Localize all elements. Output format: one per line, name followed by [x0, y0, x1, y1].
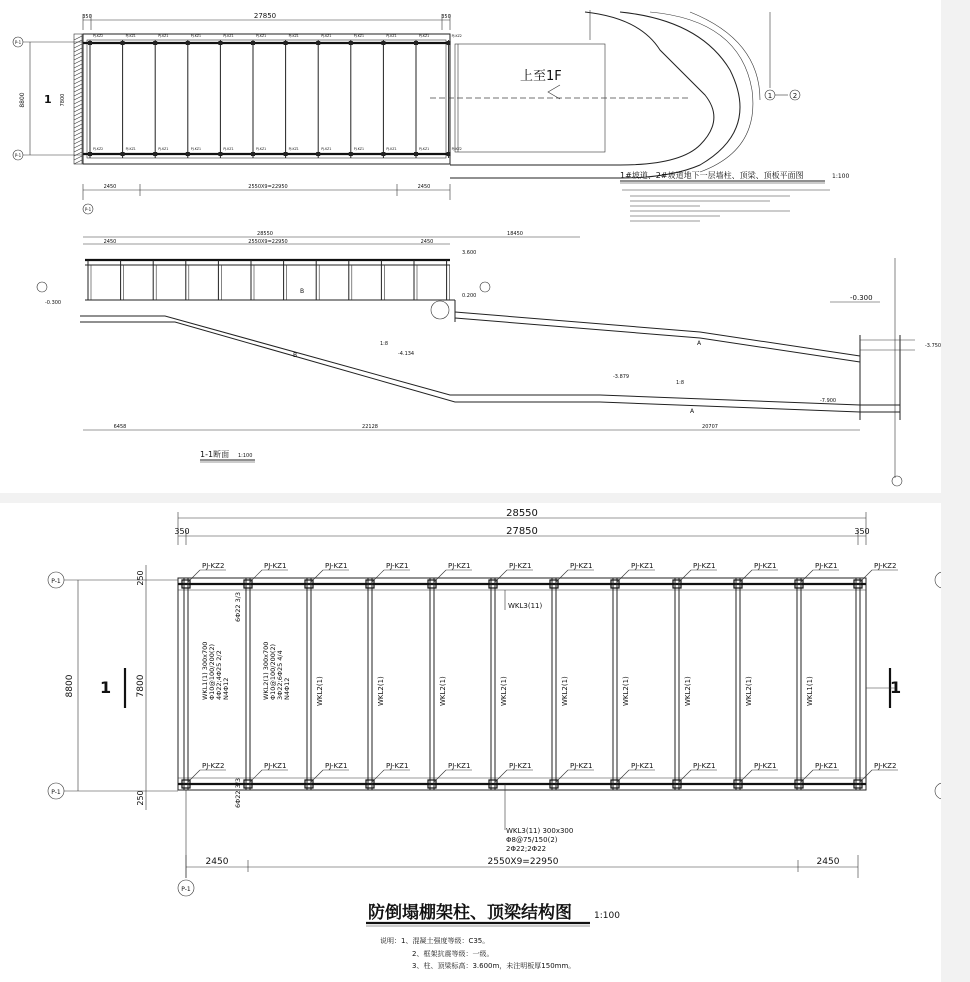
top-plan-label-top: PJ-KZ1: [321, 34, 332, 38]
top-plan-dim-bottom-mid: 2550X9=22950: [248, 184, 288, 190]
top-plan-label-top: PJ-KZ1: [386, 34, 397, 38]
plan-top-column-label: PJ-KZ1: [631, 562, 654, 570]
top-plan-dim-end-right: 350: [441, 14, 451, 20]
section-elev-7: -4.134: [398, 351, 415, 357]
plan-bottom-column-label: PJ-KZ1: [448, 762, 471, 770]
plan-top-rebar: 6Φ22 3/3: [234, 591, 242, 622]
plan-scale: 1:100: [594, 911, 620, 921]
section-slope-1: 1:8: [380, 341, 389, 347]
note-1: 说明：1、混凝土强度等级：C35。: [380, 937, 490, 945]
note-3: 3、柱、顶梁标高：3.600m，未注明板厚150mm。: [412, 962, 576, 970]
plan-top-column-label: PJ-KZ2: [874, 562, 897, 570]
plan-beam-label: WKL2(1): [316, 676, 324, 706]
top-plan-label-top: PJ-KZ2: [451, 34, 462, 38]
plan-wkl3-a: WKL3(11) 300x300: [506, 827, 574, 835]
bottom-drawing-panel: [0, 503, 941, 982]
plan-top-column-label: PJ-KZ1: [815, 562, 838, 570]
section-scale: 1:100: [238, 453, 253, 459]
plan-beam-label: WKL2(1): [439, 676, 447, 706]
top-plan-label-bottom: PJ-KZ1: [256, 147, 267, 151]
top-plan-axis-ref-2: 2: [792, 92, 798, 100]
section-elev-5: -7.900: [820, 398, 837, 404]
left-wall-hatch: [74, 36, 82, 164]
top-plan-dim-bottom-left: 2450: [103, 184, 117, 190]
top-plan-dim-height-inner: 7800: [60, 93, 66, 107]
beam-detail-2: [262, 642, 291, 700]
section-elev-6: -3.750: [925, 343, 941, 349]
top-plan-dim-height: 8800: [19, 92, 26, 108]
plan-dim-edge-a: 250: [136, 570, 145, 586]
plan-bottom-column-label: PJ-KZ1: [570, 762, 593, 770]
top-plan-section-mark: 1: [44, 93, 52, 106]
top-plan-label-bottom: PJ-KZ1: [419, 147, 430, 151]
plan-wkl3-top: WKL3(11): [508, 602, 543, 610]
plan-bottom-column-label: PJ-KZ1: [386, 762, 409, 770]
plan-top-column-label: PJ-KZ2: [202, 562, 225, 570]
plan-dim-edge-b: 250: [136, 790, 145, 806]
plan-top-column-labels: [188, 562, 898, 582]
plan-top-column-label: PJ-KZ1: [570, 562, 593, 570]
top-plan-label-top: PJ-KZ1: [419, 34, 430, 38]
plan-beam-label: WKL2(1): [377, 676, 385, 706]
beam-detail-1a: WKL1(1) 300x700: [201, 641, 209, 700]
plan-grid-bubble-bottom: P-1: [51, 789, 61, 796]
top-plan-grid-bubble-2: P-1: [14, 153, 22, 158]
top-plan-column-labels: [93, 34, 462, 151]
section-slope-2: 1:8: [676, 380, 685, 386]
section-mark-a2: A: [690, 408, 695, 415]
section-dim-inner: 2550X9=22950: [248, 239, 288, 245]
top-drawing-svg: [0, 0, 941, 493]
plan-grid-bubble-top: P-1: [51, 578, 61, 585]
beam-detail-2d: N4Φ12: [283, 677, 291, 700]
plan-section-mark-left: 1: [100, 678, 112, 697]
section-dim-bottom-2: 22128: [362, 424, 378, 430]
top-plan-grid-bubble-3: P-1: [84, 207, 92, 212]
top-plan-label-bottom: PJ-KZ1: [321, 147, 332, 151]
section-mark-a1: A: [697, 340, 702, 347]
top-plan-label-top: PJ-KZ1: [125, 34, 136, 38]
plan-bottom-column-label: PJ-KZ1: [264, 762, 287, 770]
plan-top-column-label: PJ-KZ1: [325, 562, 348, 570]
section-elev-1: 3.600: [462, 250, 477, 256]
section-dim-bottom-3: 20707: [702, 424, 718, 430]
top-plan-title: 1#坡道、2#坡道地下一层墙柱、顶梁、顶板平面图: [620, 171, 804, 180]
top-plan-label-top: PJ-KZ1: [190, 34, 202, 38]
top-plan-label-bottom: PJ-KZ2: [451, 147, 462, 151]
plan-grid-bubble-p1: P-1: [181, 886, 191, 893]
plan-wkl3-b: Φ8@75/150(2): [506, 836, 558, 844]
beam-detail-2b: Φ10@100/200(2): [269, 643, 277, 700]
section-dim-bottom-1: 6458: [113, 424, 127, 430]
plan-top-column-label: PJ-KZ1: [754, 562, 777, 570]
plan-bottom-column-label: PJ-KZ1: [815, 762, 838, 770]
section-elev-2: -0.300: [45, 300, 62, 306]
top-plan-axis-ref-1: 1: [767, 92, 773, 100]
plan-dim-bottom-left: 2450: [205, 857, 229, 867]
top-plan-label-bottom: PJ-KZ1: [125, 147, 136, 151]
beam-detail-1c: 4Φ22;4Φ25 2/2: [215, 650, 223, 700]
beam-detail-1b: Φ10@100/200(2): [208, 643, 216, 700]
plan-bottom-column-labels: [188, 762, 898, 782]
top-plan-label-bottom: PJ-KZ1: [353, 147, 365, 151]
plan-bottom-column-label: PJ-KZ1: [754, 762, 777, 770]
top-plan-label-bottom: PJ-KZ1: [158, 147, 169, 151]
beam-detail-2c: 3Φ22;6Φ25 4/4: [276, 650, 284, 700]
section-canopy-posts: [88, 260, 450, 300]
top-plan-label-top: PJ-KZ1: [353, 34, 365, 38]
top-plan-label-top: PJ-KZ2: [93, 34, 104, 38]
plan-bottom-column-label: PJ-KZ2: [874, 762, 897, 770]
plan-beam-label: WKL1(1): [806, 676, 814, 706]
plan-bottom-column-label: PJ-KZ2: [202, 762, 225, 770]
section-dim-overall: 28550: [257, 231, 273, 237]
plan-beam-label: WKL2(1): [684, 676, 692, 706]
plan-top-column-label: PJ-KZ1: [264, 562, 287, 570]
plan-title: 防倒塌棚架柱、顶梁结构图: [368, 903, 572, 923]
plan-top-column-label: PJ-KZ1: [386, 562, 409, 570]
top-plan-dim-end-left: 350: [82, 14, 92, 20]
top-plan-dim-bottom-right: 2450: [417, 184, 431, 190]
beam-detail-1: [201, 642, 230, 700]
plan-bottom-column-label: PJ-KZ1: [509, 762, 532, 770]
top-plan-label-bottom: PJ-KZ1: [288, 147, 299, 151]
section-dim-right: 2450: [420, 239, 434, 245]
plan-dim-height: 8800: [65, 674, 75, 698]
top-plan-grid-bubble-1: P-1: [14, 40, 22, 45]
plan-bottom-rebar: 6Φ22 3/3: [234, 777, 242, 808]
top-plan-notes-block: [622, 190, 830, 221]
bottom-drawing-svg: [0, 503, 941, 982]
section-1-1: [37, 231, 941, 486]
note-2: 2、框架抗震等级：一级。: [412, 950, 494, 958]
top-plan-dim-total: 27850: [253, 12, 277, 20]
top-plan-label-top: PJ-KZ1: [223, 34, 234, 38]
plan-bottom-column-label: PJ-KZ1: [325, 762, 348, 770]
plan-dim-end-right: 350: [854, 527, 870, 536]
top-plan-label-bottom: PJ-KZ2: [93, 147, 104, 151]
plan-dim-bottom-right: 2450: [816, 857, 840, 867]
plan-dim-bottom-mid: 2550X9=22950: [487, 857, 559, 867]
section-dim-left: 2450: [103, 239, 117, 245]
section-elev-3: 0.200: [462, 293, 477, 299]
plan-top-column-label: PJ-KZ1: [693, 562, 716, 570]
plan-dim-height-inner: 7800: [136, 674, 146, 698]
plan-wkl3-c: 2Φ22;2Φ22: [506, 845, 547, 853]
section-elev-8: -3.879: [613, 374, 630, 380]
beam-detail-2a: WKL2(1) 300x700: [262, 641, 270, 700]
plan-top-column-label: PJ-KZ1: [448, 562, 471, 570]
top-plan-frames: [88, 40, 451, 158]
section-mark-b1: B: [300, 288, 305, 295]
plan-dim-inner: 27850: [506, 526, 538, 537]
top-plan-label-top: PJ-KZ1: [288, 34, 299, 38]
plan-bottom-column-label: PJ-KZ1: [631, 762, 654, 770]
top-plan-label-bottom: PJ-KZ1: [190, 147, 202, 151]
top-plan-scale: 1:100: [832, 173, 850, 180]
plan-section-mark-right: 1: [890, 678, 902, 697]
top-plan-label-top: PJ-KZ1: [158, 34, 169, 38]
top-plan-label-bottom: PJ-KZ1: [386, 147, 397, 151]
plan-beam-label: WKL2(1): [745, 676, 753, 706]
plan-top-column-label: PJ-KZ1: [509, 562, 532, 570]
top-plan-label-top: PJ-KZ1: [256, 34, 267, 38]
plan-bottom-column-label: PJ-KZ1: [693, 762, 716, 770]
plan-beam-labels: [316, 676, 814, 706]
plan-beam-label: WKL2(1): [500, 676, 508, 706]
plan-dim-end-left: 350: [174, 527, 190, 536]
top-plan-ramp-text: 上至1F: [520, 69, 562, 84]
top-plan-label-bottom: PJ-KZ1: [223, 147, 234, 151]
section-elev-4: -0.300: [850, 294, 873, 302]
section-mark-b2: B: [293, 352, 298, 359]
plan-beam-label: WKL2(1): [622, 676, 630, 706]
top-plan: [13, 10, 849, 221]
section-dim-far: 18450: [507, 231, 523, 237]
top-drawing-panel: [0, 0, 941, 493]
plan-beam-label: WKL2(1): [561, 676, 569, 706]
plan-dim-overall: 28550: [506, 508, 538, 519]
section-title: 1-1断面: [200, 450, 230, 459]
beam-detail-1d: N4Φ12: [222, 677, 230, 700]
